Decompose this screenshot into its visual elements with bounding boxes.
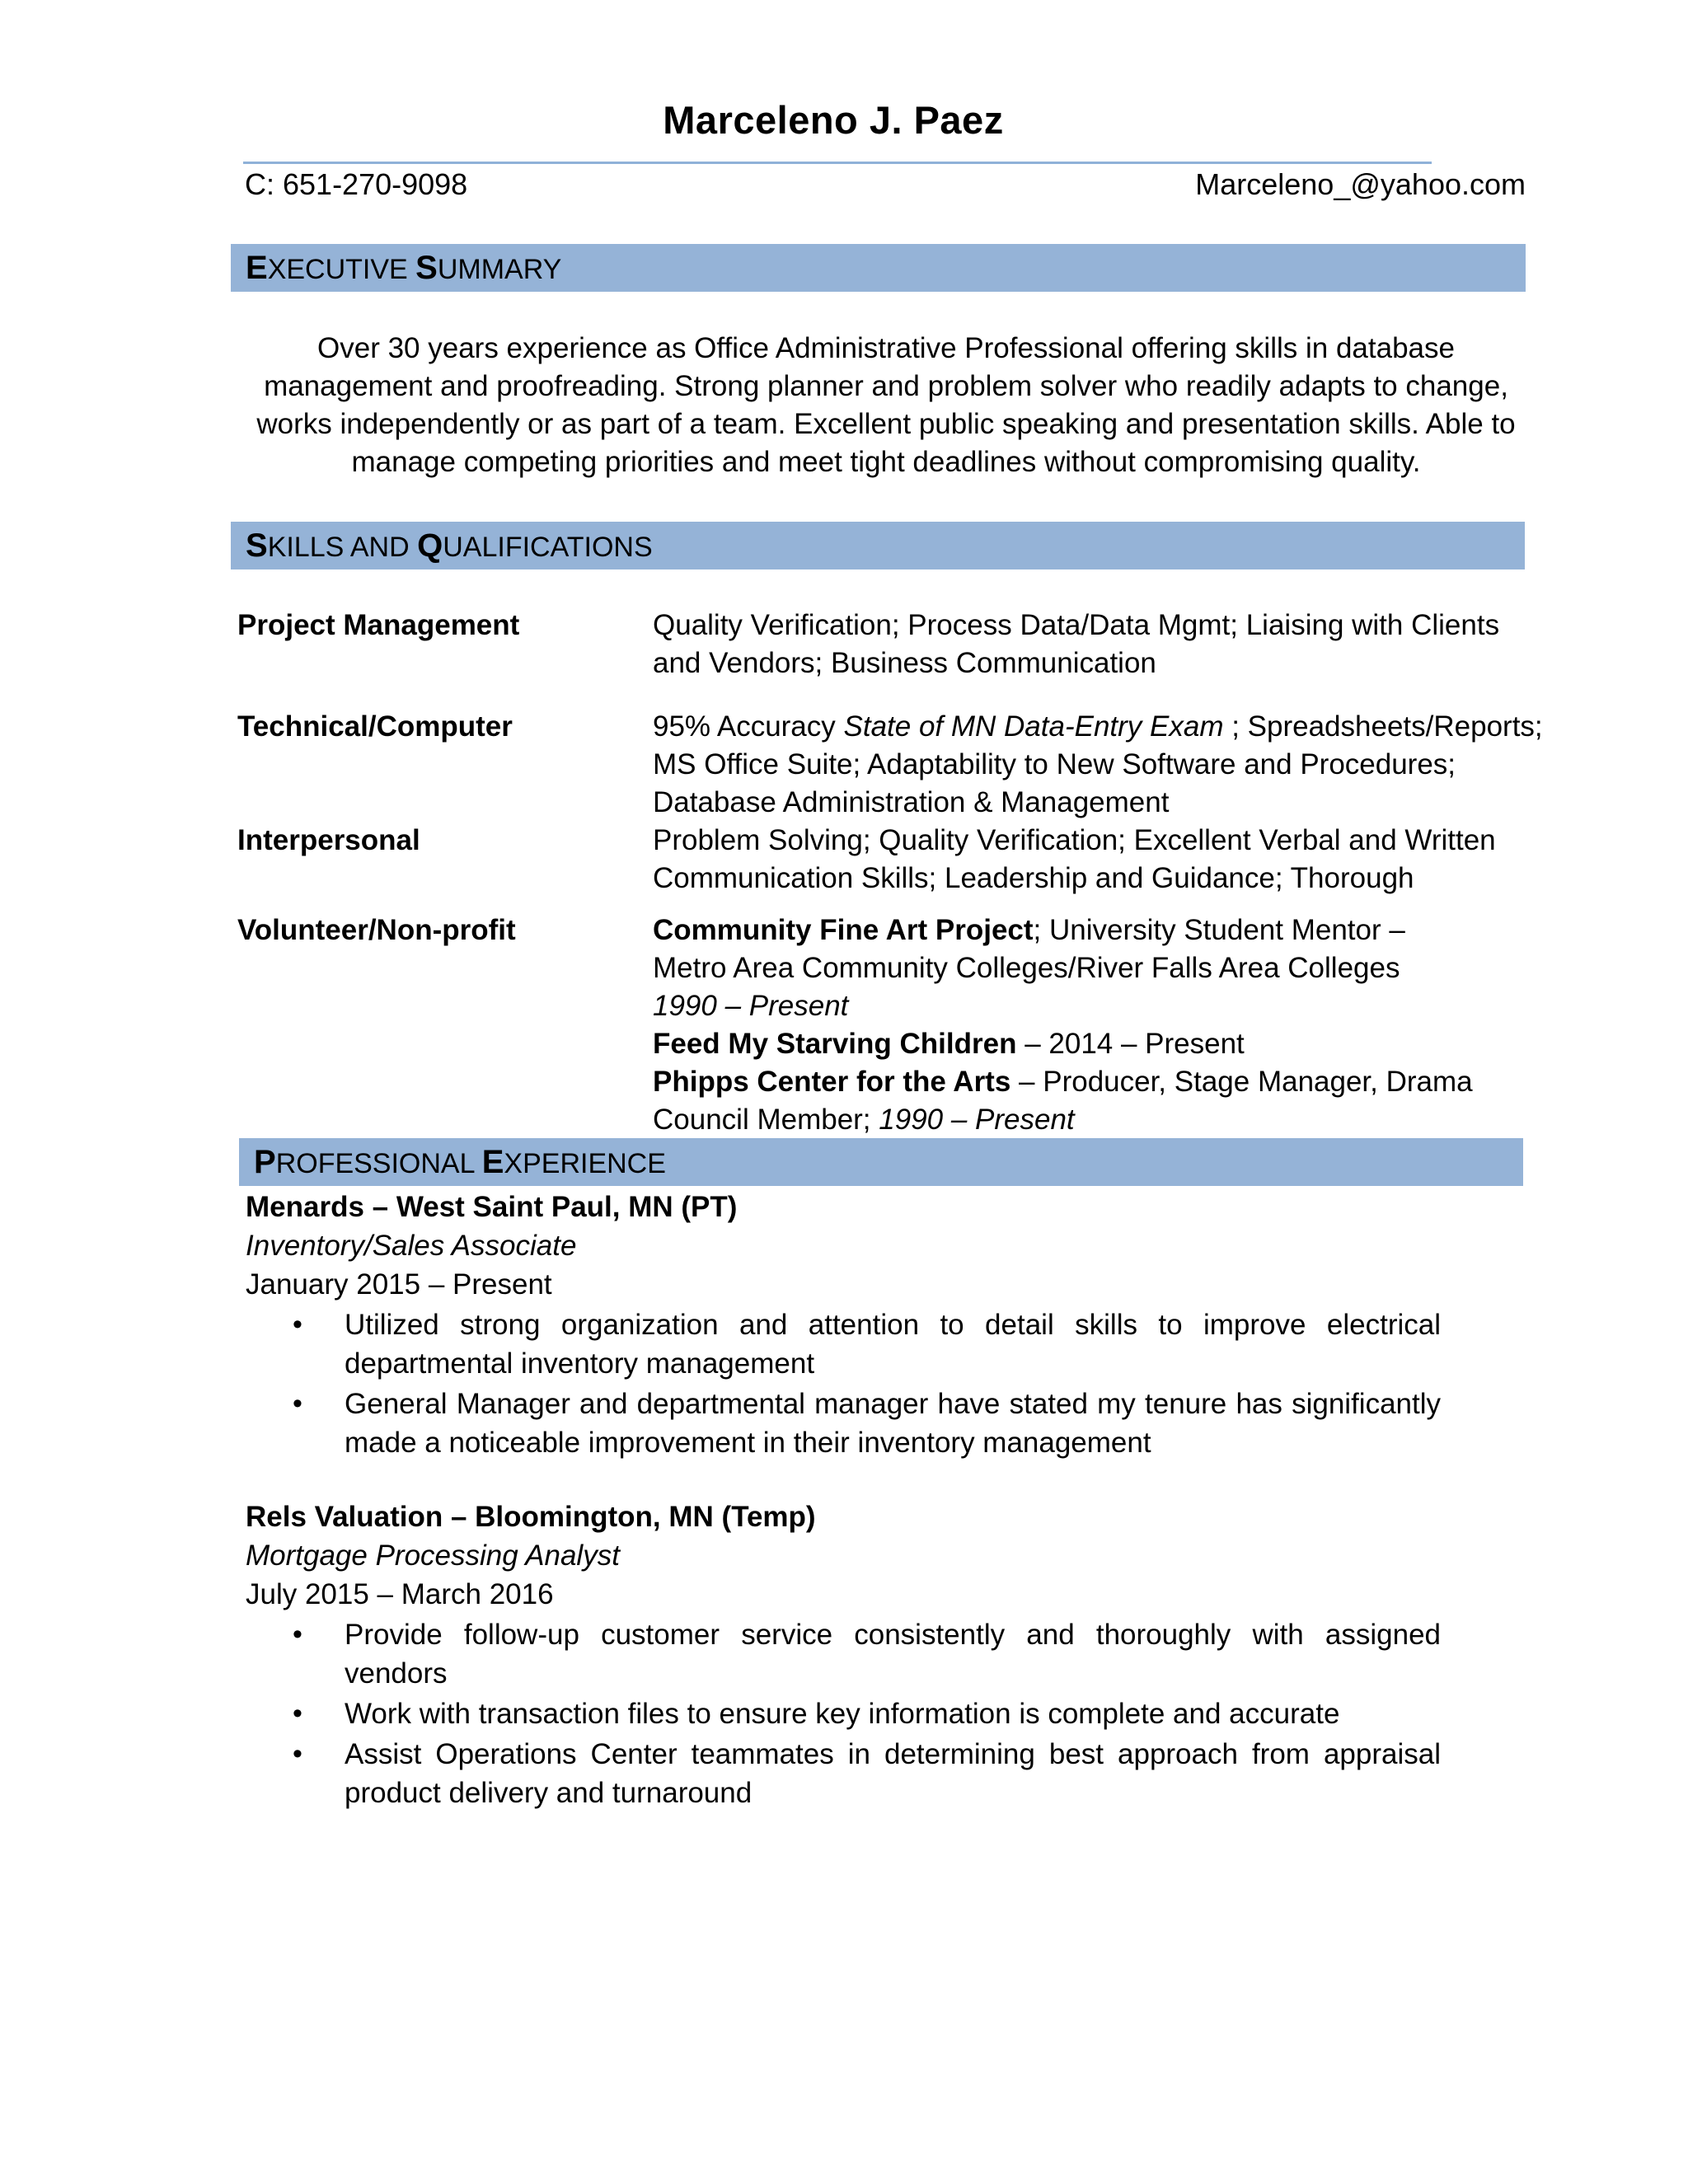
skill-text: – Producer, Stage Manager, Drama — [1010, 1066, 1473, 1098]
skill-line: Problem Solving; Quality Verification; Excellent Verbal and Written — [653, 824, 1496, 856]
header-rule — [243, 162, 1432, 164]
job-bullet — [246, 1305, 1441, 1383]
section-text: KILLS AND — [267, 532, 418, 563]
skill-text: ; University Student Mentor – — [1033, 914, 1405, 946]
skill-line — [653, 1063, 1543, 1101]
candidate-name: Marceleno J. Paez — [663, 98, 1004, 142]
section-header-experience — [239, 1138, 1523, 1186]
section-header-skills — [231, 522, 1525, 569]
section-text: UALIFICATIONS — [443, 532, 653, 563]
skill-line: MS Office Suite; Adaptability to New Software and Procedures; — [653, 748, 1456, 780]
bullet-icon: • — [293, 1619, 302, 1650]
job-bullet — [246, 1385, 1441, 1462]
section-initial: E — [246, 250, 268, 286]
summary-line: works independently or as part of a team. Excellent public speaking and presentation skills. Able to — [256, 408, 1516, 440]
bullet-icon: • — [293, 1388, 302, 1419]
section-text: UMMARY — [437, 254, 562, 285]
job-entry — [246, 1497, 1441, 1814]
bullet-text: Provide follow-up customer service consistently and thoroughly with assigned vendors — [345, 1619, 1441, 1690]
exam-name: State of MN Data-Entry Exam — [843, 710, 1224, 743]
skill-line — [653, 708, 1543, 746]
skill-line: Communication Skills; Leadership and Guidance; Thorough — [653, 862, 1414, 894]
bullet-text: General Manager and departmental manager have stated my tenure has significantly made a noticeable improvement in their inventory management — [345, 1388, 1441, 1459]
skill-line: 1990 – Present — [653, 990, 849, 1022]
skill-label-volunteer: Volunteer/Non-profit — [237, 914, 516, 946]
skill-line: Metro Area Community Colleges/River Falls Area Colleges — [653, 952, 1400, 984]
org-name: Community Fine Art Project — [653, 914, 1034, 946]
summary-line: management and proofreading. Strong planner and problem solver who readily adapts to change, — [264, 370, 1508, 402]
org-name: Phipps Center for the Arts — [653, 1066, 1011, 1098]
skill-line — [653, 1025, 1543, 1063]
skill-label-interpersonal: Interpersonal — [237, 824, 420, 856]
skill-value-project-management — [653, 607, 1543, 682]
job-bullets — [246, 1615, 1441, 1812]
section-initial: Q — [417, 527, 443, 564]
skill-text: Council Member; — [653, 1104, 879, 1136]
section-text: XECUTIVE — [267, 254, 416, 285]
skill-text: – 2014 – Present — [1016, 1028, 1245, 1060]
skill-line: and Vendors; Business Communication — [653, 647, 1156, 679]
job-bullet — [246, 1694, 1441, 1733]
section-text: ROFESSIONAL — [275, 1148, 482, 1179]
section-header-executive-summary — [231, 244, 1526, 292]
skill-text: 95% Accuracy — [653, 710, 844, 743]
bullet-icon: • — [293, 1309, 302, 1340]
skill-line: Quality Verification; Process Data/Data Mgmt; Liaising with Clients — [653, 609, 1500, 641]
section-text: XPERIENCE — [504, 1148, 666, 1179]
bullet-icon: • — [293, 1738, 302, 1769]
bullet-text: Utilized strong organization and attention to detail skills to improve electrical departmental inventory management — [345, 1309, 1441, 1380]
job-title: Mortgage Processing Analyst — [246, 1540, 620, 1572]
job-bullet — [246, 1735, 1441, 1812]
job-dates: January 2015 – Present — [246, 1268, 552, 1301]
bullet-text: Assist Operations Center teammates in determining best approach from appraisal product delivery and turnaround — [345, 1738, 1441, 1809]
section-initial: P — [254, 1144, 276, 1180]
job-bullets — [246, 1305, 1441, 1462]
section-initial: E — [481, 1144, 504, 1180]
phone-number: C: 651-270-9098 — [245, 167, 468, 201]
skill-text: ; Spreadsheets/Reports; — [1223, 710, 1543, 743]
job-title: Inventory/Sales Associate — [246, 1230, 577, 1262]
skill-value-interpersonal — [653, 822, 1543, 898]
section-initial: S — [246, 527, 268, 564]
job-entry — [246, 1188, 1441, 1464]
date-range: 1990 – Present — [879, 1104, 1075, 1136]
skill-value-technical — [653, 708, 1543, 822]
bullet-text: Work with transaction files to ensure key information is complete and accurate — [345, 1698, 1340, 1730]
job-company: Menards – West Saint Paul, MN (PT) — [246, 1191, 738, 1223]
job-bullet — [246, 1615, 1441, 1693]
skill-label-technical: Technical/Computer — [237, 710, 513, 743]
summary-line: Over 30 years experience as Office Administrative Professional offering skills in database — [317, 332, 1455, 364]
skill-line — [653, 1101, 1543, 1139]
job-dates: July 2015 – March 2016 — [246, 1578, 554, 1610]
bullet-icon: • — [293, 1698, 302, 1729]
skill-label-project-management: Project Management — [237, 609, 520, 641]
executive-summary-text — [247, 330, 1525, 481]
section-initial: S — [415, 250, 438, 286]
skill-line: Database Administration & Management — [653, 786, 1170, 818]
job-company: Rels Valuation – Bloomington, MN (Temp) — [246, 1501, 816, 1533]
email-address: Marceleno_@yahoo.com — [1195, 167, 1526, 201]
summary-line: manage competing priorities and meet tight deadlines without compromising quality. — [351, 446, 1421, 478]
skill-line — [653, 912, 1543, 949]
skill-value-volunteer — [653, 912, 1543, 1139]
org-name: Feed My Starving Children — [653, 1028, 1017, 1060]
